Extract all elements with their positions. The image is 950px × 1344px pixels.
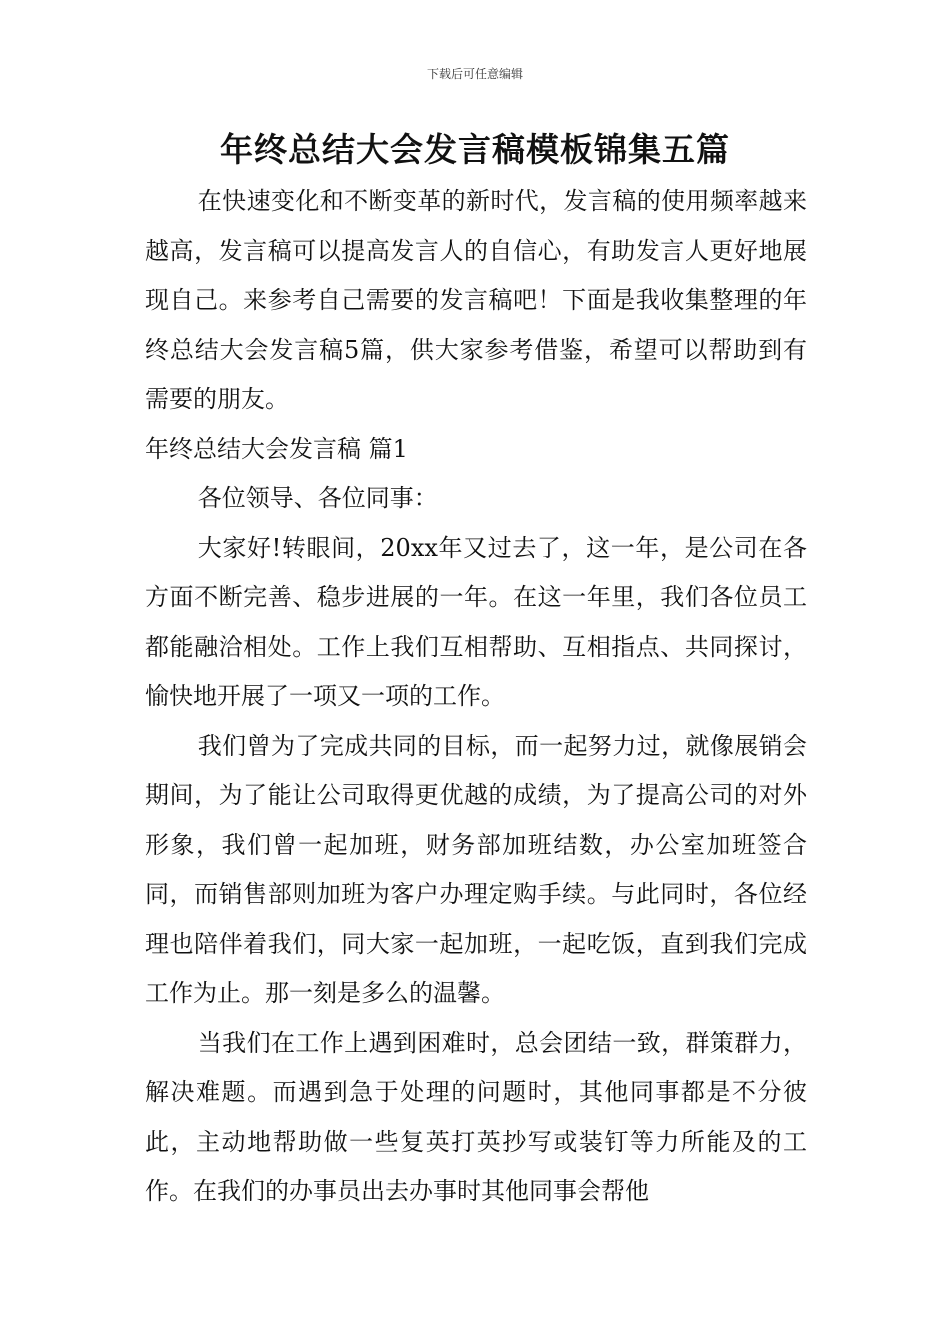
document-title: 年终总结大会发言稿模板锦集五篇	[220, 130, 730, 169]
intro-paragraph: 在快速变化和不断变革的新时代，发言稿的使用频率越来越高，发言稿可以提高发言人的自信心，有助发言人更好地展现自己。来参考自己需要的发言稿吧！下面是我收集整理的年终总结大会发言稿5篇，供大家参考借鉴，希望可以帮助到有需要的朋友。	[145, 187, 807, 413]
salutation: 各位领导、各位同事：	[197, 484, 438, 512]
body-paragraph: 当我们在工作上遇到困难时，总会团结一致，群策群力，解决难题。而遇到急于处理的问题时，其他同事都是不分彼此，主动地帮助做一些复英打英抄写或装钉等力所能及的工作。在我们的办事员出去办事时其他同事会帮他	[145, 1028, 807, 1205]
body-paragraph: 大家好!转眼间，20xx年又过去了，这一年，是公司在各方面不断完善、稳步进展的一年。在这一年里，我们各位员工都能融洽相处。工作上我们互相帮助、互相指点、共同探讨，愉快地开展了一项又一项的工作。	[145, 533, 807, 710]
body-paragraph: 我们曾为了完成共同的目标，而一起努力过，就像展销会期间，为了能让公司取得更优越的成绩，为了提高公司的对外形象，我们曾一起加班，财务部加班结数，办公室加班签合同，而销售部则加班为客户办理定购手续。与此同时，各位经理也陪伴着我们，同大家一起加班，一起吃饭，直到我们完成工作为止。那一刻是多么的温馨。	[145, 731, 807, 1007]
section-heading: 年终总结大会发言稿 篇1	[145, 434, 408, 463]
document-body	[145, 177, 807, 1217]
header-note: 下载后可任意编辑	[426, 67, 523, 81]
